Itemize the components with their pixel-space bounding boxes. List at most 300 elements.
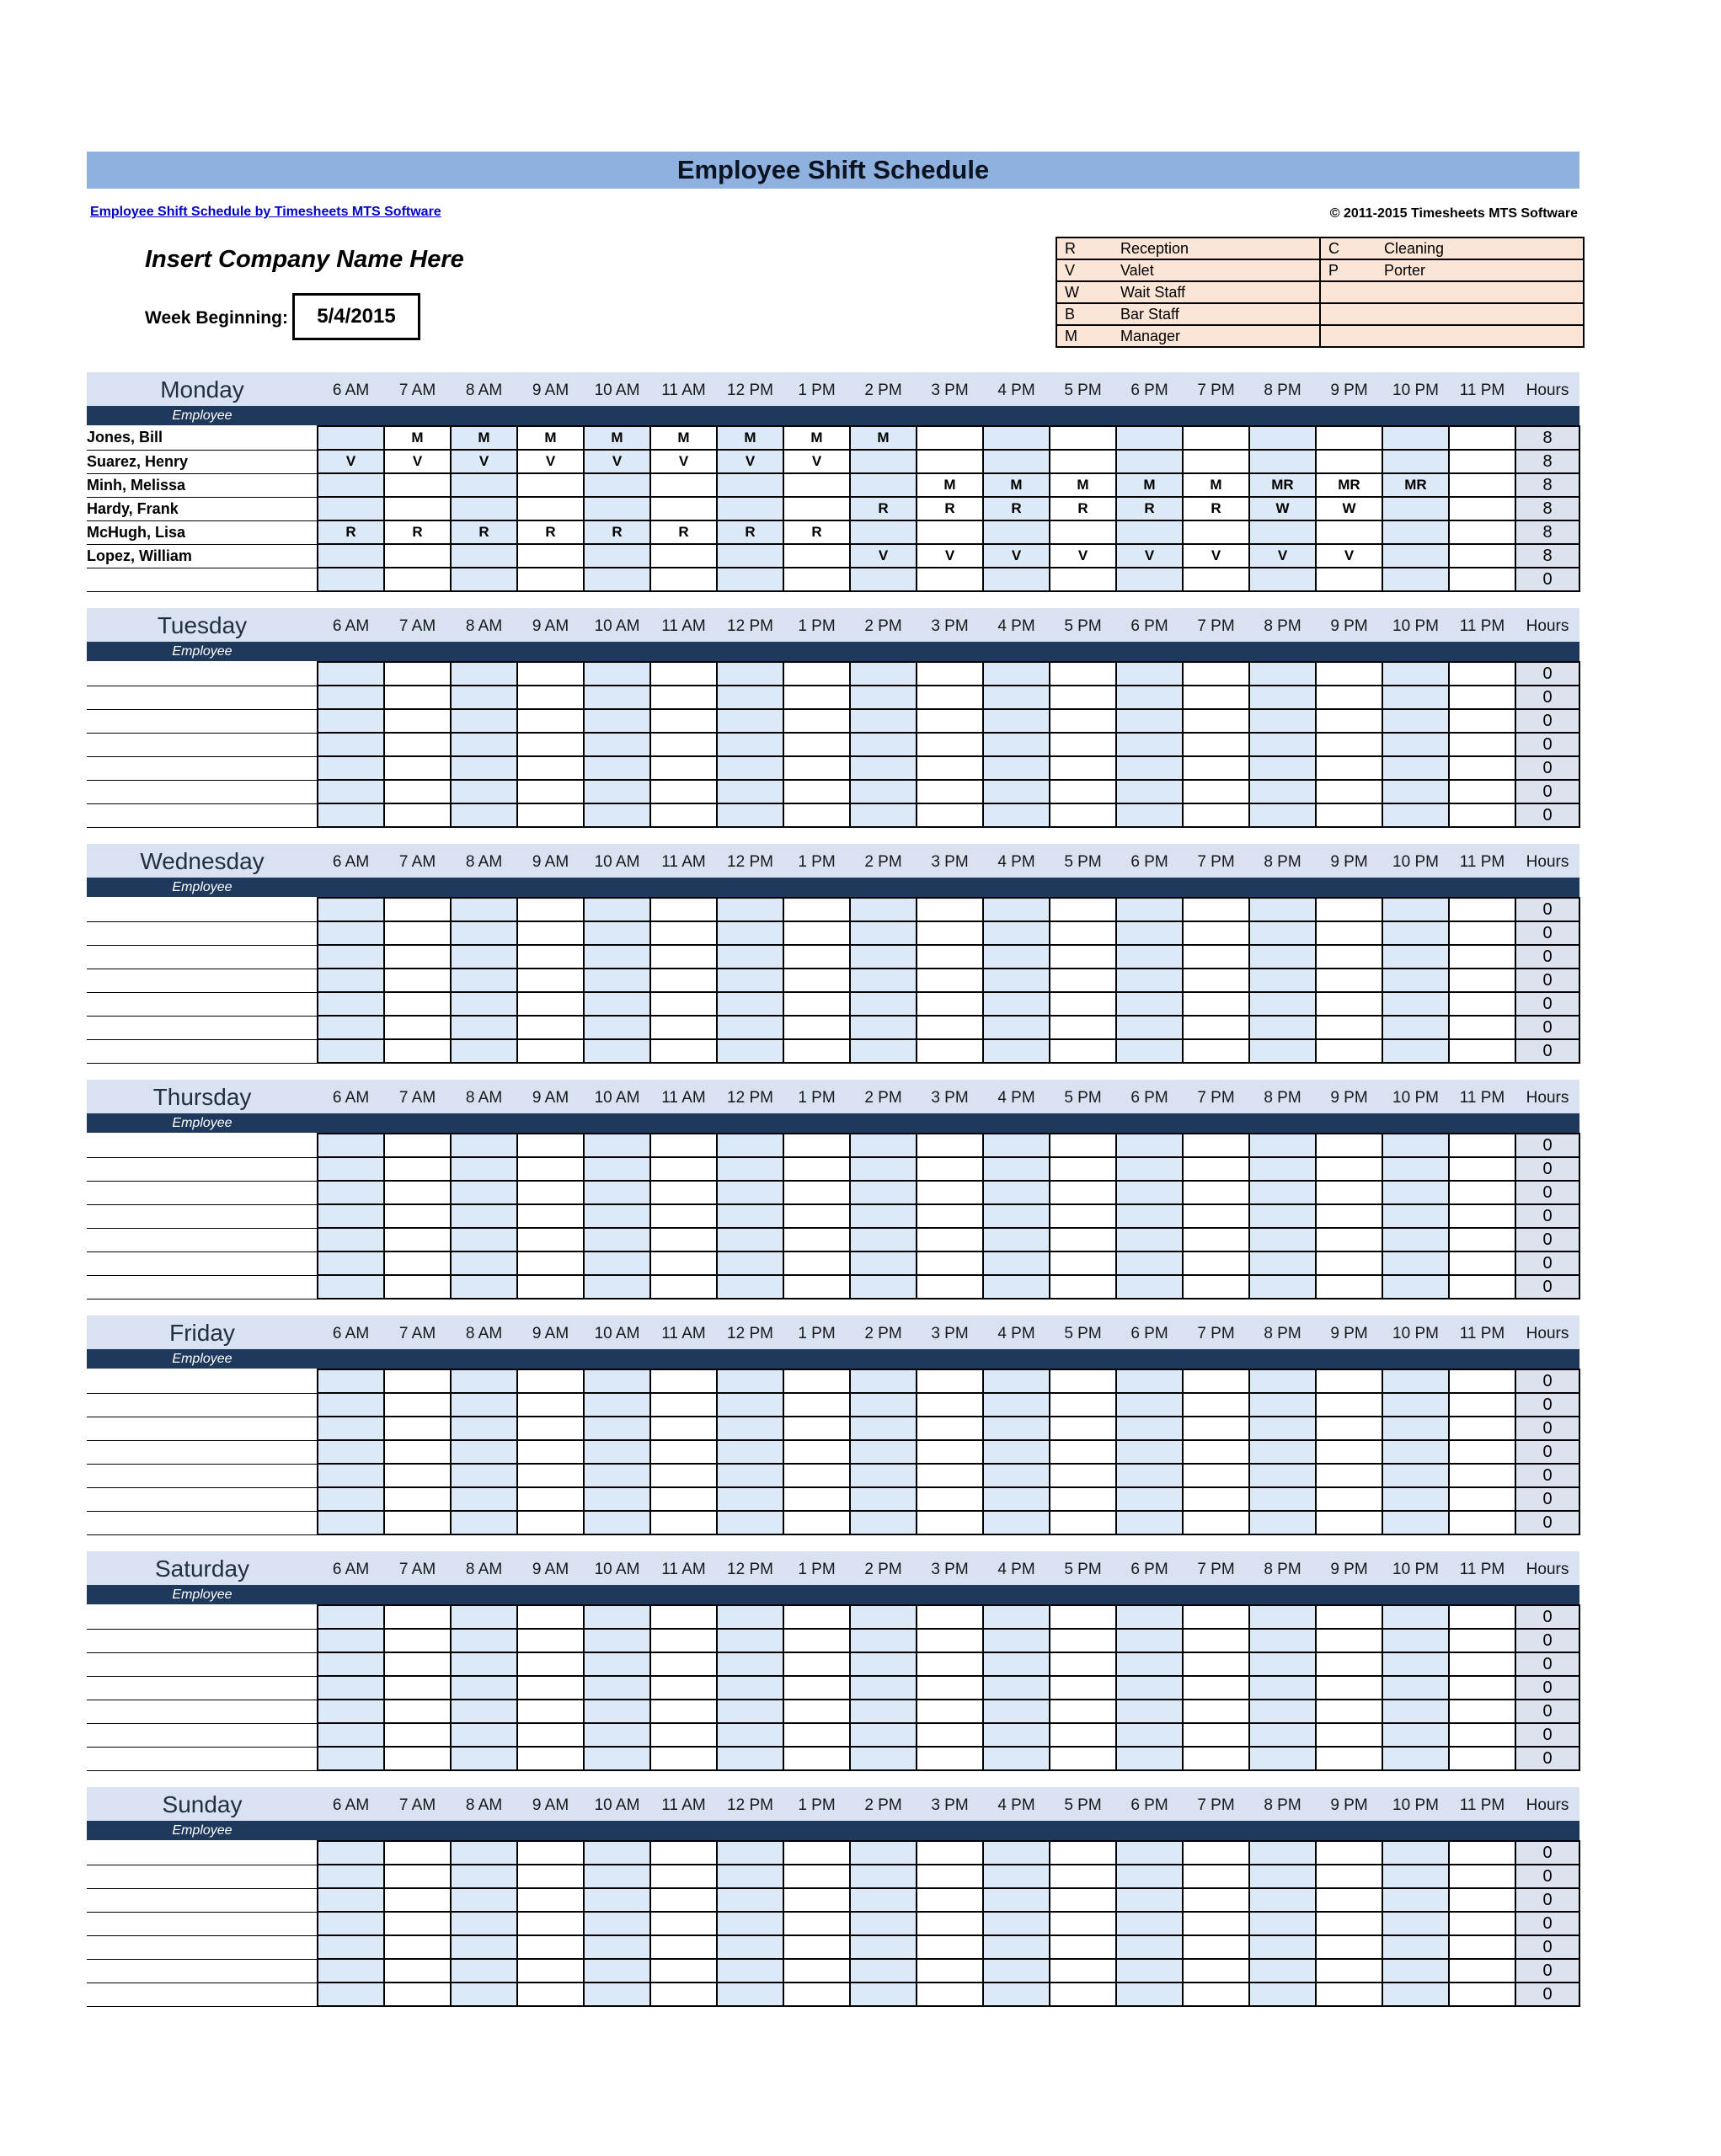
shift-cell[interactable]	[983, 1204, 1050, 1228]
shift-cell[interactable]	[717, 1464, 783, 1487]
employee-name-cell[interactable]	[87, 1676, 318, 1700]
shift-cell[interactable]	[1116, 1959, 1183, 1983]
shift-cell[interactable]	[783, 473, 850, 497]
shift-cell[interactable]	[783, 1417, 850, 1440]
shift-cell[interactable]	[1316, 1983, 1382, 2006]
shift-cell[interactable]	[451, 1983, 517, 2006]
shift-cell[interactable]	[1249, 686, 1316, 709]
shift-cell[interactable]	[1449, 426, 1515, 450]
shift-cell[interactable]: M	[917, 473, 983, 497]
shift-cell[interactable]	[318, 1723, 384, 1747]
shift-cell[interactable]	[584, 756, 650, 780]
employee-name-cell[interactable]	[87, 992, 318, 1016]
shift-cell[interactable]	[1449, 1723, 1515, 1747]
shift-cell[interactable]: R	[1050, 497, 1116, 520]
shift-cell[interactable]	[1382, 497, 1449, 520]
shift-cell[interactable]: V	[917, 544, 983, 568]
shift-cell[interactable]	[1449, 1275, 1515, 1299]
shift-cell[interactable]	[1449, 969, 1515, 992]
shift-cell[interactable]	[451, 1417, 517, 1440]
shift-cell[interactable]: M	[1183, 473, 1249, 497]
shift-cell[interactable]	[983, 1157, 1050, 1181]
shift-cell[interactable]	[1050, 426, 1116, 450]
shift-cell[interactable]	[318, 1841, 384, 1865]
shift-cell[interactable]	[584, 921, 650, 945]
shift-cell[interactable]	[1449, 1865, 1515, 1888]
shift-cell[interactable]: V	[1183, 544, 1249, 568]
shift-cell[interactable]	[850, 898, 917, 921]
shift-cell[interactable]	[1050, 1016, 1116, 1039]
shift-cell[interactable]	[584, 803, 650, 827]
shift-cell[interactable]	[717, 497, 783, 520]
shift-cell[interactable]	[717, 686, 783, 709]
shift-cell[interactable]	[1249, 1417, 1316, 1440]
shift-cell[interactable]	[1050, 1134, 1116, 1157]
shift-cell[interactable]	[917, 426, 983, 450]
employee-name-cell[interactable]	[87, 1134, 318, 1157]
shift-cell[interactable]	[917, 1134, 983, 1157]
shift-cell[interactable]	[717, 1652, 783, 1676]
shift-cell[interactable]	[717, 1487, 783, 1511]
shift-cell[interactable]	[384, 1605, 451, 1629]
shift-cell[interactable]	[983, 1983, 1050, 2006]
shift-cell[interactable]: R	[917, 497, 983, 520]
shift-cell[interactable]	[584, 1275, 650, 1299]
shift-cell[interactable]	[783, 568, 850, 591]
shift-cell[interactable]	[1116, 1652, 1183, 1676]
shift-cell[interactable]	[783, 1204, 850, 1228]
shift-cell[interactable]	[1249, 1157, 1316, 1181]
shift-cell[interactable]	[1183, 1865, 1249, 1888]
shift-cell[interactable]	[1116, 1275, 1183, 1299]
shift-cell[interactable]	[384, 1700, 451, 1723]
shift-cell[interactable]	[517, 568, 584, 591]
shift-cell[interactable]	[983, 1393, 1050, 1417]
shift-cell[interactable]: R	[1116, 497, 1183, 520]
shift-cell[interactable]	[1183, 520, 1249, 544]
shift-cell[interactable]	[917, 1700, 983, 1723]
shift-cell[interactable]	[983, 1369, 1050, 1393]
shift-cell[interactable]	[517, 1841, 584, 1865]
shift-cell[interactable]	[917, 945, 983, 969]
shift-cell[interactable]	[1249, 803, 1316, 827]
shift-cell[interactable]	[1382, 803, 1449, 827]
shift-cell[interactable]	[384, 1181, 451, 1204]
employee-name-cell[interactable]	[87, 1464, 318, 1487]
shift-cell[interactable]	[1249, 1369, 1316, 1393]
shift-cell[interactable]	[650, 756, 717, 780]
shift-cell[interactable]	[584, 1369, 650, 1393]
shift-cell[interactable]	[717, 780, 783, 803]
shift-cell[interactable]	[717, 1723, 783, 1747]
shift-cell[interactable]	[1316, 450, 1382, 473]
shift-cell[interactable]	[983, 1700, 1050, 1723]
shift-cell[interactable]	[517, 1464, 584, 1487]
shift-cell[interactable]	[1382, 1251, 1449, 1275]
shift-cell[interactable]	[1050, 450, 1116, 473]
shift-cell[interactable]	[783, 1629, 850, 1652]
employee-name-cell[interactable]	[87, 1983, 318, 2006]
employee-name-cell[interactable]	[87, 1652, 318, 1676]
shift-cell[interactable]	[384, 1959, 451, 1983]
shift-cell[interactable]	[1116, 1865, 1183, 1888]
shift-cell[interactable]	[783, 1888, 850, 1912]
shift-cell[interactable]	[717, 1134, 783, 1157]
shift-cell[interactable]	[318, 1959, 384, 1983]
shift-cell[interactable]	[1249, 1251, 1316, 1275]
shift-cell[interactable]	[1050, 1275, 1116, 1299]
shift-cell[interactable]	[1050, 520, 1116, 544]
shift-cell[interactable]	[1449, 1464, 1515, 1487]
shift-cell[interactable]	[584, 497, 650, 520]
shift-cell[interactable]: W	[1249, 497, 1316, 520]
shift-cell[interactable]	[1116, 1228, 1183, 1251]
shift-cell[interactable]	[1449, 1652, 1515, 1676]
shift-cell[interactable]	[384, 1464, 451, 1487]
shift-cell[interactable]	[1183, 1393, 1249, 1417]
shift-cell[interactable]	[717, 1676, 783, 1700]
shift-cell[interactable]	[1183, 780, 1249, 803]
shift-cell[interactable]	[584, 780, 650, 803]
shift-cell[interactable]	[384, 1723, 451, 1747]
shift-cell[interactable]	[584, 1983, 650, 2006]
shift-cell[interactable]	[1382, 1605, 1449, 1629]
shift-cell[interactable]	[1249, 1204, 1316, 1228]
shift-cell[interactable]	[1382, 686, 1449, 709]
shift-cell[interactable]	[1249, 1511, 1316, 1534]
shift-cell[interactable]	[384, 1204, 451, 1228]
shift-cell[interactable]	[1449, 1417, 1515, 1440]
shift-cell[interactable]	[1316, 1369, 1382, 1393]
shift-cell[interactable]	[1116, 969, 1183, 992]
shift-cell[interactable]	[1382, 544, 1449, 568]
shift-cell[interactable]	[650, 921, 717, 945]
shift-cell[interactable]	[451, 1865, 517, 1888]
shift-cell[interactable]	[1050, 1204, 1116, 1228]
shift-cell[interactable]	[850, 1629, 917, 1652]
shift-cell[interactable]	[1183, 1039, 1249, 1063]
employee-name-cell[interactable]: Minh, Melissa	[87, 473, 318, 497]
shift-cell[interactable]	[1316, 662, 1382, 686]
shift-cell[interactable]	[1249, 1983, 1316, 2006]
shift-cell[interactable]	[451, 1393, 517, 1417]
shift-cell[interactable]: R	[1183, 497, 1249, 520]
shift-cell[interactable]	[983, 1605, 1050, 1629]
shift-cell[interactable]	[451, 1464, 517, 1487]
shift-cell[interactable]	[1116, 756, 1183, 780]
shift-cell[interactable]	[384, 992, 451, 1016]
shift-cell[interactable]: V	[384, 450, 451, 473]
shift-cell[interactable]	[1050, 1935, 1116, 1959]
shift-cell[interactable]	[384, 945, 451, 969]
shift-cell[interactable]	[584, 1039, 650, 1063]
shift-cell[interactable]	[318, 1039, 384, 1063]
shift-cell[interactable]	[517, 473, 584, 497]
shift-cell[interactable]	[783, 1251, 850, 1275]
shift-cell[interactable]	[451, 1959, 517, 1983]
shift-cell[interactable]	[384, 544, 451, 568]
shift-cell[interactable]	[717, 568, 783, 591]
shift-cell[interactable]	[783, 1723, 850, 1747]
shift-cell[interactable]	[917, 1747, 983, 1770]
shift-cell[interactable]	[451, 803, 517, 827]
shift-cell[interactable]	[318, 1511, 384, 1534]
shift-cell[interactable]	[1183, 1652, 1249, 1676]
shift-cell[interactable]	[850, 1464, 917, 1487]
shift-cell[interactable]	[384, 568, 451, 591]
shift-cell[interactable]	[1050, 921, 1116, 945]
shift-cell[interactable]	[850, 1039, 917, 1063]
shift-cell[interactable]	[1449, 945, 1515, 969]
shift-cell[interactable]	[1382, 1016, 1449, 1039]
shift-cell[interactable]	[983, 1865, 1050, 1888]
shift-cell[interactable]	[1316, 1134, 1382, 1157]
shift-cell[interactable]	[983, 803, 1050, 827]
employee-name-cell[interactable]	[87, 1275, 318, 1299]
shift-cell[interactable]	[584, 1440, 650, 1464]
shift-cell[interactable]	[917, 1865, 983, 1888]
shift-cell[interactable]	[1316, 1959, 1382, 1983]
shift-cell[interactable]	[1116, 1747, 1183, 1770]
shift-cell[interactable]	[318, 1912, 384, 1935]
shift-cell[interactable]	[1316, 898, 1382, 921]
shift-cell[interactable]	[717, 1888, 783, 1912]
shift-cell[interactable]	[517, 1228, 584, 1251]
shift-cell[interactable]	[917, 450, 983, 473]
shift-cell[interactable]	[783, 969, 850, 992]
shift-cell[interactable]	[1382, 1935, 1449, 1959]
shift-cell[interactable]	[1382, 568, 1449, 591]
shift-cell[interactable]	[1050, 1747, 1116, 1770]
shift-cell[interactable]	[1449, 992, 1515, 1016]
shift-cell[interactable]	[1316, 1629, 1382, 1652]
shift-cell[interactable]	[1382, 780, 1449, 803]
shift-cell[interactable]	[717, 969, 783, 992]
shift-cell[interactable]	[717, 803, 783, 827]
shift-cell[interactable]	[1449, 686, 1515, 709]
shift-cell[interactable]	[1316, 1700, 1382, 1723]
employee-name-cell[interactable]	[87, 1700, 318, 1723]
shift-cell[interactable]	[384, 1134, 451, 1157]
shift-cell[interactable]	[517, 686, 584, 709]
shift-cell[interactable]	[1249, 1912, 1316, 1935]
shift-cell[interactable]	[717, 1251, 783, 1275]
shift-cell[interactable]	[584, 1228, 650, 1251]
shift-cell[interactable]	[318, 1983, 384, 2006]
shift-cell[interactable]	[650, 473, 717, 497]
shift-cell[interactable]	[451, 898, 517, 921]
shift-cell[interactable]	[850, 921, 917, 945]
shift-cell[interactable]: V	[1249, 544, 1316, 568]
shift-cell[interactable]	[983, 709, 1050, 733]
shift-cell[interactable]	[717, 662, 783, 686]
shift-cell[interactable]	[584, 1935, 650, 1959]
shift-cell[interactable]	[1183, 1487, 1249, 1511]
shift-cell[interactable]	[318, 1440, 384, 1464]
shift-cell[interactable]	[1249, 520, 1316, 544]
shift-cell[interactable]	[1249, 969, 1316, 992]
shift-cell[interactable]	[1116, 1417, 1183, 1440]
shift-cell[interactable]	[318, 1181, 384, 1204]
shift-cell[interactable]	[1449, 1440, 1515, 1464]
shift-cell[interactable]	[1382, 945, 1449, 969]
shift-cell[interactable]	[1382, 1747, 1449, 1770]
shift-cell[interactable]	[850, 992, 917, 1016]
shift-cell[interactable]	[1116, 1016, 1183, 1039]
shift-cell[interactable]	[983, 756, 1050, 780]
shift-cell[interactable]	[1116, 1511, 1183, 1534]
shift-cell[interactable]	[1050, 1959, 1116, 1983]
shift-cell[interactable]	[318, 1747, 384, 1770]
employee-name-cell[interactable]	[87, 1841, 318, 1865]
employee-name-cell[interactable]	[87, 945, 318, 969]
shift-cell[interactable]	[850, 1723, 917, 1747]
shift-cell[interactable]	[584, 544, 650, 568]
shift-cell[interactable]	[717, 1511, 783, 1534]
shift-cell[interactable]	[318, 1275, 384, 1299]
shift-cell[interactable]	[517, 1511, 584, 1534]
shift-cell[interactable]	[1116, 992, 1183, 1016]
shift-cell[interactable]	[1249, 1275, 1316, 1299]
shift-cell[interactable]	[983, 1652, 1050, 1676]
shift-cell[interactable]	[783, 1181, 850, 1204]
shift-cell[interactable]	[783, 1676, 850, 1700]
shift-cell[interactable]	[318, 945, 384, 969]
shift-cell[interactable]	[1050, 756, 1116, 780]
shift-cell[interactable]	[983, 1134, 1050, 1157]
shift-cell[interactable]	[783, 497, 850, 520]
shift-cell[interactable]	[650, 945, 717, 969]
shift-cell[interactable]	[650, 1912, 717, 1935]
shift-cell[interactable]	[850, 1181, 917, 1204]
shift-cell[interactable]	[584, 1511, 650, 1534]
shift-cell[interactable]	[917, 1935, 983, 1959]
shift-cell[interactable]: R	[783, 520, 850, 544]
employee-name-cell[interactable]	[87, 1935, 318, 1959]
shift-cell[interactable]	[717, 1700, 783, 1723]
shift-cell[interactable]	[1449, 1935, 1515, 1959]
shift-cell[interactable]	[1382, 898, 1449, 921]
shift-cell[interactable]	[1050, 1228, 1116, 1251]
shift-cell[interactable]	[318, 1417, 384, 1440]
shift-cell[interactable]	[1449, 1487, 1515, 1511]
shift-cell[interactable]	[850, 1841, 917, 1865]
shift-cell[interactable]	[318, 544, 384, 568]
shift-cell[interactable]: M	[783, 426, 850, 450]
shift-cell[interactable]	[783, 1605, 850, 1629]
shift-cell[interactable]	[1183, 1511, 1249, 1534]
shift-cell[interactable]	[1183, 1204, 1249, 1228]
shift-cell[interactable]	[983, 450, 1050, 473]
shift-cell[interactable]	[584, 1888, 650, 1912]
shift-cell[interactable]	[1116, 780, 1183, 803]
shift-cell[interactable]	[1449, 544, 1515, 568]
shift-cell[interactable]	[517, 1251, 584, 1275]
shift-cell[interactable]	[850, 1888, 917, 1912]
shift-cell[interactable]	[1050, 1487, 1116, 1511]
employee-name-cell[interactable]	[87, 1747, 318, 1770]
shift-cell[interactable]	[517, 1016, 584, 1039]
shift-cell[interactable]	[1183, 568, 1249, 591]
shift-cell[interactable]	[983, 1959, 1050, 1983]
shift-cell[interactable]	[517, 969, 584, 992]
shift-cell[interactable]	[1382, 992, 1449, 1016]
shift-cell[interactable]	[451, 1157, 517, 1181]
shift-cell[interactable]	[783, 1228, 850, 1251]
shift-cell[interactable]: V	[850, 544, 917, 568]
shift-cell[interactable]	[1449, 1888, 1515, 1912]
shift-cell[interactable]	[1382, 733, 1449, 756]
shift-cell[interactable]	[850, 520, 917, 544]
shift-cell[interactable]	[1249, 945, 1316, 969]
shift-cell[interactable]	[1449, 662, 1515, 686]
shift-cell[interactable]	[318, 992, 384, 1016]
employee-name-cell[interactable]	[87, 1251, 318, 1275]
shift-cell[interactable]	[1116, 1723, 1183, 1747]
shift-cell[interactable]	[384, 1841, 451, 1865]
shift-cell[interactable]	[983, 1181, 1050, 1204]
shift-cell[interactable]	[1116, 945, 1183, 969]
shift-cell[interactable]	[983, 1228, 1050, 1251]
shift-cell[interactable]	[451, 1204, 517, 1228]
shift-cell[interactable]	[384, 1865, 451, 1888]
shift-cell[interactable]	[1050, 1652, 1116, 1676]
shift-cell[interactable]	[584, 1841, 650, 1865]
shift-cell[interactable]	[917, 1181, 983, 1204]
employee-name-cell[interactable]	[87, 1417, 318, 1440]
shift-cell[interactable]	[1183, 1369, 1249, 1393]
shift-cell[interactable]	[318, 1204, 384, 1228]
shift-cell[interactable]	[1116, 733, 1183, 756]
shift-cell[interactable]	[318, 1487, 384, 1511]
shift-cell[interactable]: M	[384, 426, 451, 450]
shift-cell[interactable]	[717, 945, 783, 969]
shift-cell[interactable]	[983, 1016, 1050, 1039]
employee-name-cell[interactable]	[87, 662, 318, 686]
shift-cell[interactable]	[1050, 1841, 1116, 1865]
shift-cell[interactable]	[1050, 686, 1116, 709]
shift-cell[interactable]	[584, 1157, 650, 1181]
shift-cell[interactable]	[983, 992, 1050, 1016]
shift-cell[interactable]	[1316, 1393, 1382, 1417]
shift-cell[interactable]	[917, 1912, 983, 1935]
shift-cell[interactable]	[850, 1134, 917, 1157]
shift-cell[interactable]	[650, 1865, 717, 1888]
shift-cell[interactable]	[1449, 1016, 1515, 1039]
shift-cell[interactable]: M	[517, 426, 584, 450]
shift-cell[interactable]	[1116, 450, 1183, 473]
shift-cell[interactable]	[384, 1369, 451, 1393]
shift-cell[interactable]	[650, 1134, 717, 1157]
shift-cell[interactable]	[1050, 945, 1116, 969]
shift-cell[interactable]	[451, 1912, 517, 1935]
shift-cell[interactable]	[983, 921, 1050, 945]
shift-cell[interactable]	[650, 780, 717, 803]
shift-cell[interactable]	[451, 733, 517, 756]
shift-cell[interactable]	[1382, 1629, 1449, 1652]
shift-cell[interactable]	[517, 1487, 584, 1511]
shift-cell[interactable]	[1316, 1251, 1382, 1275]
shift-cell[interactable]	[783, 1369, 850, 1393]
shift-cell[interactable]	[384, 780, 451, 803]
shift-cell[interactable]	[1316, 756, 1382, 780]
shift-cell[interactable]	[850, 1393, 917, 1417]
shift-cell[interactable]	[1449, 520, 1515, 544]
shift-cell[interactable]	[650, 1369, 717, 1393]
employee-name-cell[interactable]	[87, 1605, 318, 1629]
shift-cell[interactable]	[1382, 1157, 1449, 1181]
shift-cell[interactable]	[451, 1511, 517, 1534]
